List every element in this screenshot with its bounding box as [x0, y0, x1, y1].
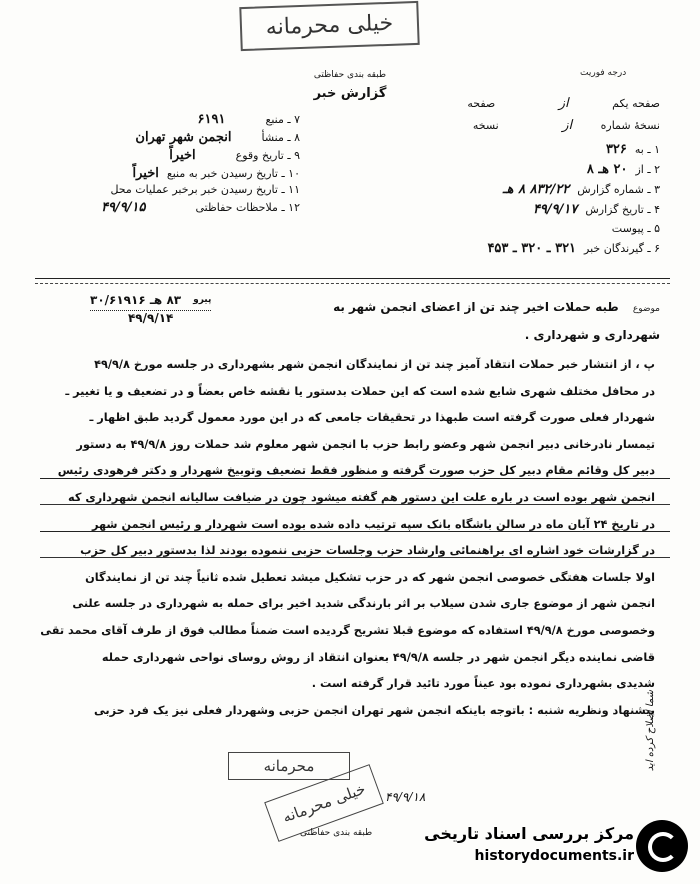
stamp-confidential: محرمانه	[228, 752, 350, 780]
field-attachment: ۵ ـ پیوست	[611, 222, 660, 235]
urgency-label: درجه فوریت	[580, 68, 627, 78]
body-line: وخصوصی مورخ ۴۹/۹/۸ استفاده که موضوع قبلا تشریح گردیده است ضمناً مطالب فوق از طرف آقای محمد تقی	[40, 623, 655, 637]
header-divider	[35, 278, 670, 279]
body-line: قاضی نماینده دیگر انجمن شهر در جلسه ۴۹/۹/۸ بعنوان انتقاد از روش روسای نواحی شهرداری حمله	[101, 650, 655, 664]
report-header	[250, 70, 450, 101]
report-title: گزارش خبر	[313, 86, 387, 101]
field-to: ۱ ـ به۳۲۶	[605, 142, 660, 157]
field-operations-date: ۱۱ ـ تاریخ رسیدن خبر برخبر عملیات محل	[110, 183, 300, 196]
field-source-receipt-date: ۱۰ ـ تاریخ رسیدن خبر به منبعاخیراً	[132, 166, 300, 181]
body-line: انجمن شهر از موضوع جاری شدن سیلاب بر اثر بارندگی شدید اخیر برای حمله به شهرداری در جلسه علنی	[72, 597, 655, 611]
body-line: در تاریخ ۲۴ آبان ماه در سالن باشگاه بانک سپه ترتیب داده شده بوده است شهردار و رئیس انجمن شهر	[91, 517, 655, 531]
field-occurrence-date: ۹ ـ تاریخ وقوعاخیراً	[169, 148, 300, 163]
field-copy: نسخهٔ شماره از نسخه	[472, 118, 660, 133]
subject-line-1: طبه حملات اخیر چند تن از اعضای انجمن شهر به	[333, 300, 619, 314]
field-report-date: ۴ ـ تاریخ گزارش۴۹/۹/۱۷	[532, 202, 660, 217]
underline-3	[40, 531, 670, 532]
field-source: ۷ ـ منبع۶۱۹۱	[197, 112, 300, 127]
body-line: شدیدی بشهرداری نموده بود عیناً مورد تائید قرار گرفته است .	[311, 677, 655, 691]
watermark-url: historydocuments.ir	[474, 848, 634, 864]
body-line: پیشنهاد ونظریه شنبه : باتوجه باینکه انجمن شهر تهران انجمن حزبی وشهردار فعلی نیز یک فرد حزبی	[93, 703, 655, 717]
field-report-number: ۳ ـ شماره گزارش۸۳۲/۲۲ ۸ هـ	[502, 182, 660, 197]
body-line: اولا جلسات هفتگی خصوصی انجمن شهر که در حزب تشکیل میشد تعطیل شده ثانیاً چند تن از نمایندگان	[85, 570, 655, 584]
bottom-stamp	[228, 752, 368, 827]
body-line: شهردار فعلی صورت گرفته است طبهذا در تحقیقات جامعی که در این مورد معمول گردید طبق اظهار ـ	[89, 411, 655, 425]
reference-date: ۴۹/۹/۱۴	[90, 310, 211, 326]
body-line: در گزارشات خود اشاره ای براهنمائی وارشاد حزب وجلسات حزبی ننموده بودند لذا بدستور دبیر کل حزب	[80, 544, 655, 558]
field-from: ۲ ـ از۲۰ هـ ۸	[586, 162, 660, 177]
field-origin: ۸ ـ منشأانجمن شهر تهران	[135, 130, 300, 145]
underline-1	[40, 478, 670, 479]
watermark-logo-icon	[636, 820, 688, 872]
subject-line-2: شهرداری و شهرداری .	[524, 328, 660, 342]
stamp-top-secret: خیلی محرمانه	[264, 764, 384, 842]
subject-block: موضوع طبه حملات اخیر چند تن از اعضای انجمن شهر به شهرداری و شهرداری .	[40, 296, 660, 346]
body-line: تیمسار نادرخانی دبیر انجمن شهر وعضو رابط حزب با انجمن شهر معلوم شد حملات روز ۴۹/۹/۸ به دستور	[76, 437, 655, 451]
top-secret-stamp: خیلی محرمانه	[239, 1, 419, 51]
body-line: پ ، از انتشار خبر حملات انتقاد آمیز چند تن از نمایندگان انجمن شهر بشهرداری در جلسه مورخ ۴۹/۹/۸	[94, 358, 655, 371]
field-security-notes: ۱۲ ـ ملاحظات حفاظتی۴۹/۹/۱۵	[101, 200, 300, 215]
header-classification: طبقه بندی حفاظتی	[313, 70, 387, 80]
underline-2	[40, 504, 670, 505]
underline-4	[40, 557, 670, 558]
reference-number: ۸۳ هـ ۳۰/۶۱۹۱۶	[90, 293, 182, 307]
body-line: انجمن شهر بوده است در باره علت این دستور هم گفته میشود چون در ضیافت سالیانه انجمن شهرداری که	[68, 490, 655, 504]
handwritten-margin-note: شما اصلاح کرده اید	[645, 690, 656, 772]
reference-prefix: پیرو	[193, 295, 212, 305]
report-body	[40, 352, 655, 724]
body-line: دبیر کل وقائم مقام دبیر کل حزب صورت گرفته و منظور فقط تضعیف وتوبیخ شهردار و دکتر فرهودی رئیس	[57, 464, 655, 478]
footer-classification: طبقه بندی حفاظتی	[300, 828, 373, 838]
field-page: صفحه یکم از صفحه	[467, 96, 660, 111]
footer-date-fragment: ۴۹/۹/۱۸	[385, 790, 426, 804]
header-divider-dashed	[35, 283, 670, 284]
watermark-title: مرکز بررسی اسناد تاریخی	[424, 824, 634, 843]
field-recipients: ۶ ـ گیرندگان خبر۳۲۱ ـ ۳۲۰ ـ ۴۵۳	[487, 241, 660, 256]
reference-block	[90, 293, 211, 326]
body-line: در محافل مختلف شهری شایع شده است که این حملات بدستور یا نقشه خاص بعضاً و در تضعیف و یا تغییر ـ	[65, 384, 655, 398]
